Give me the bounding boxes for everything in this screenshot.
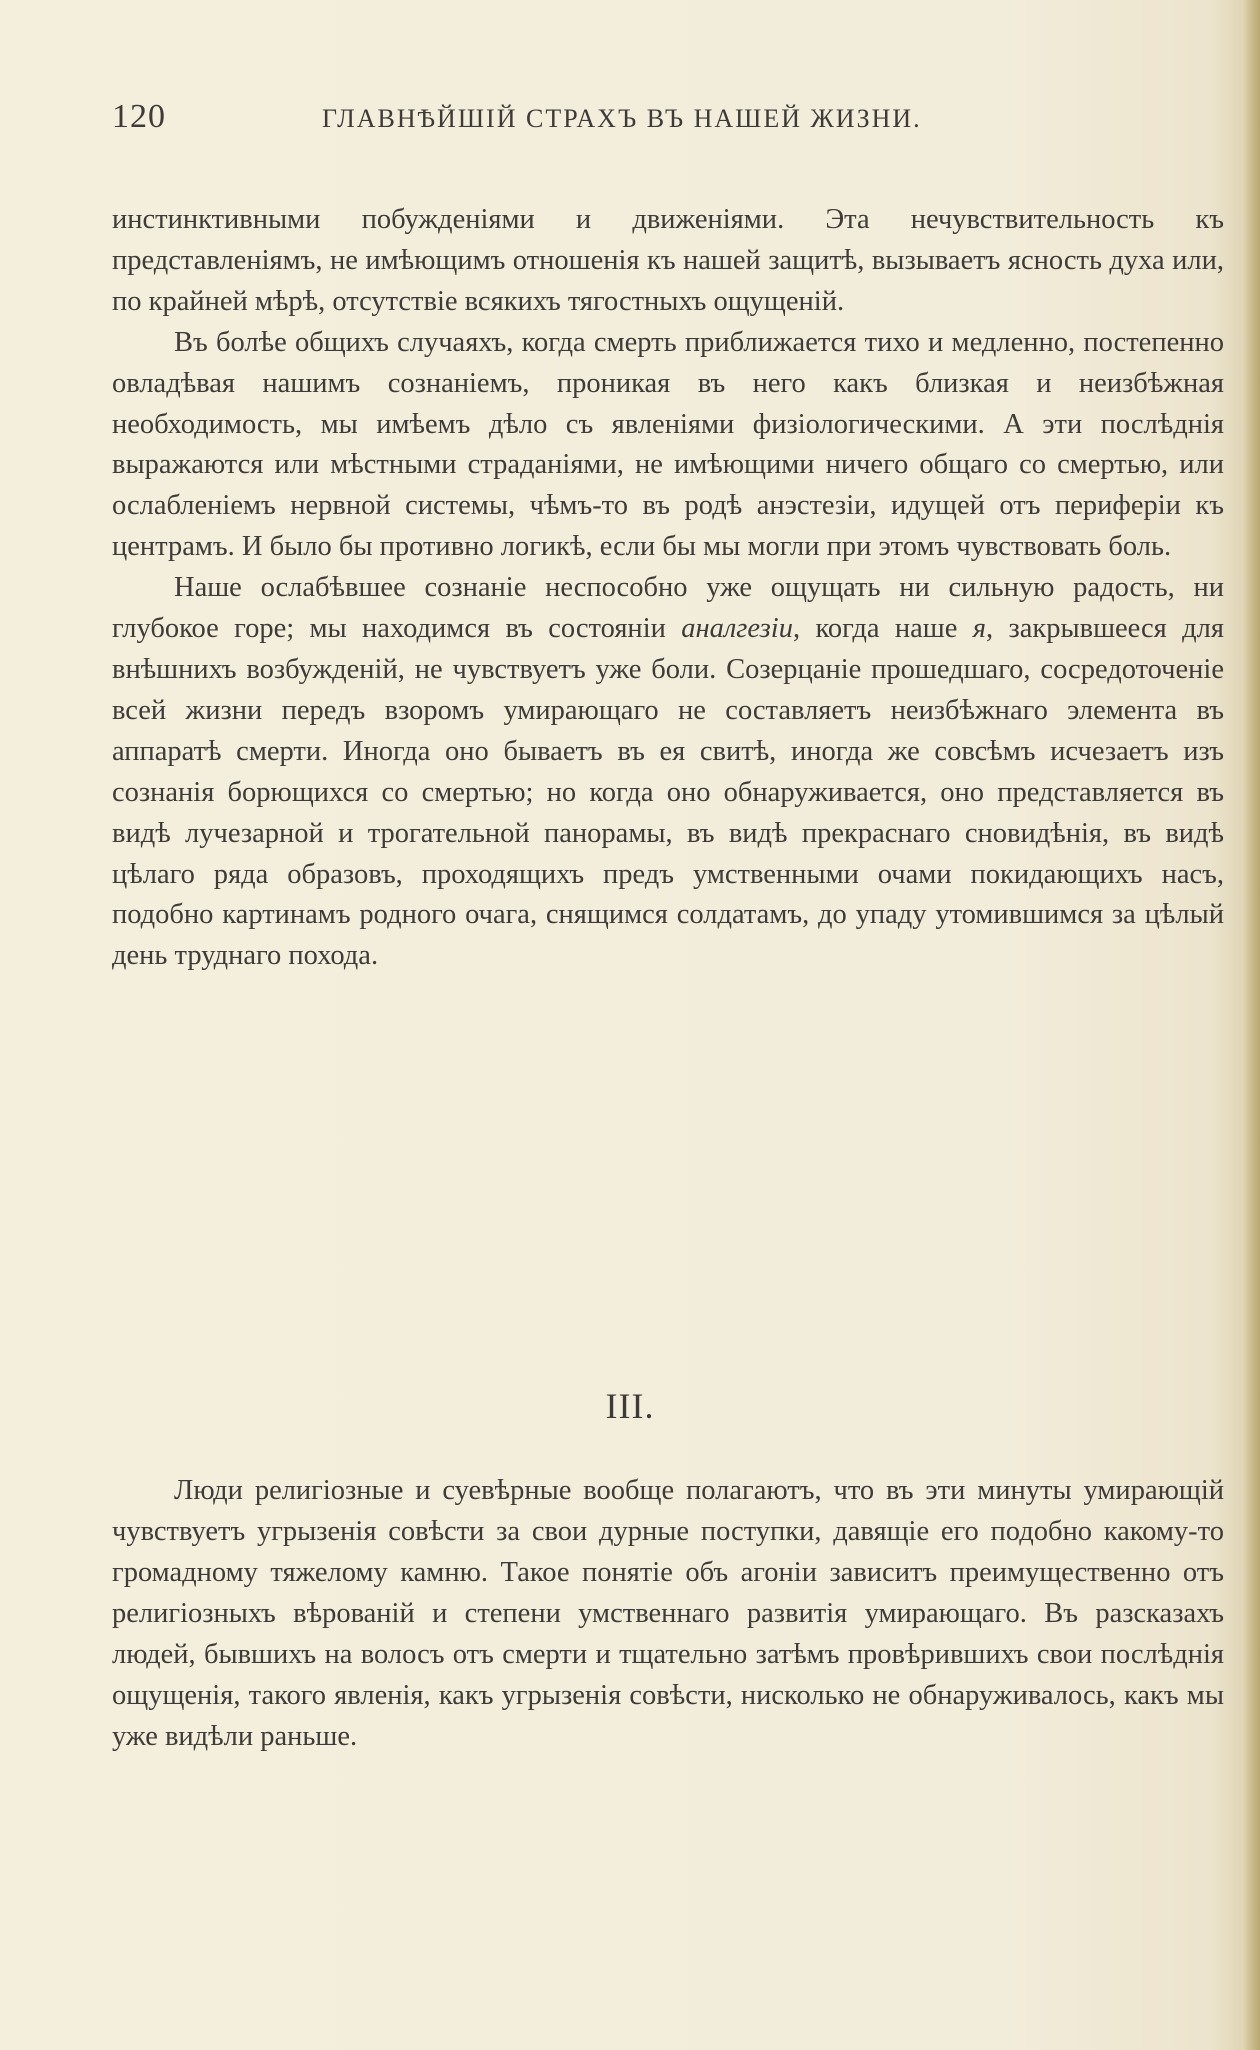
italic-term-analgesia: аналгезіи	[681, 613, 793, 645]
paragraph-3	[112, 568, 1224, 977]
paragraph-3-part-2: , когда наше	[792, 613, 973, 645]
italic-term-ya: я	[972, 613, 986, 645]
section-heading: III.	[605, 1386, 655, 1426]
page-header	[112, 98, 1232, 138]
section-paragraph: Люди религіозные и суевѣрные вообще полагаютъ, что въ эти минуты умирающій чувствуетъ угрызенія совѣсти за свои дурные поступки, давящіе его подобно какому-то громадному тяжелому камню. Такое понятіе объ агоніи зависитъ преимущественно отъ религіозныхъ вѣрованій и степени умственнаго развитія умирающаго. Въ разсказахъ людей, бывшихъ на волосъ отъ смерти и тщательно затѣмъ провѣрившихъ свои послѣднія ощущенія, такого явленія, какъ угрызенія совѣсти, нисколько не обнаруживалось, какъ мы уже видѣли раньше.	[112, 1475, 1224, 1752]
paragraph-3-part-1: Наше ослабѣвшее сознаніе неспособно уже ощущать ни сильную радость, ни глубокое горе; мы находимся въ состояніи	[112, 572, 1224, 645]
section-text-block	[112, 1470, 1224, 1757]
paragraph-2: Въ болѣе общихъ случаяхъ, когда смерть приближается тихо и медленно, постепенно овладѣвая нашимъ сознаніемъ, проникая въ него какъ близкая и неизбѣжная необходимость, мы имѣемъ дѣло съ явленіями физіологическими. А эти послѣднія выражаются или мѣстными страданіями, не имѣющими ничего общаго со смертью, или ослабленіемъ нервной системы, чѣмъ-то въ родѣ анэстезіи, идущей отъ периферіи къ центрамъ. И было бы противно логикѣ, если бы мы могли при этомъ чувствовать боль.	[112, 326, 1224, 563]
paragraph-3-part-3: , закрывшееся для внѣшнихъ возбужденій, не чувствуетъ уже боли. Созерцаніе прошедшаго, сосредоточеніе всей жизни передъ взоромъ умирающаго не составляетъ неизбѣжнаго элемента въ аппаратѣ смерти. Иногда оно бываетъ въ ея свитѣ, иногда же совсѣмъ исчезаетъ изъ сознанія борющихся со смертью; но когда оно обнаруживается, оно представляется въ видѣ лучезарной и трогательной панорамы, въ видѣ прекраснаго сновидѣнія, въ видѣ цѣлаго ряда образовъ, проходящихъ предъ умственными очами покидающихъ насъ, подобно картинамъ родного очага, снящимся солдатамъ, до упаду утомившимся за цѣлый день труднаго похода.	[112, 613, 1224, 972]
running-title: ГЛАВНѢЙШІЙ СТРАХЪ ВЪ НАШЕЙ ЖИЗНИ.	[322, 104, 922, 133]
page-edge	[1242, 0, 1260, 2050]
page-number: 120	[112, 98, 166, 135]
main-text-block	[112, 200, 1224, 977]
paragraph-1: инстинктивными побужденіями и движеніями. Эта нечувствительность къ представленіямъ, не имѣющимъ отношенія къ нашей защитѣ, вызываетъ ясность духа или, по крайней мѣрѣ, отсутствіе всякихъ тягостныхъ ощущеній.	[112, 204, 1224, 317]
